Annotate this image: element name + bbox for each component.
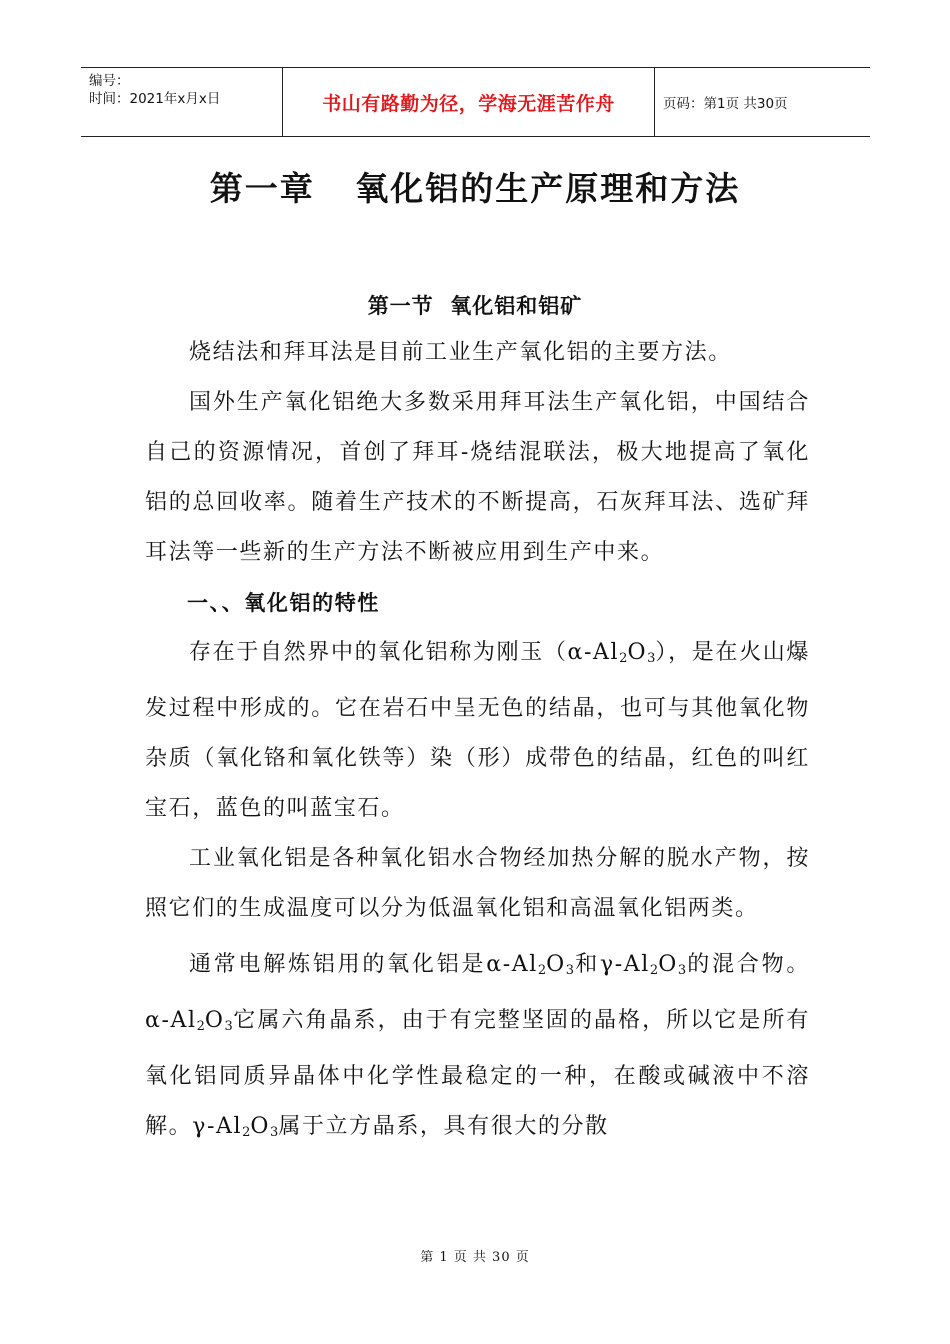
time-label: 时间：2021年x月x日: [89, 91, 221, 107]
number-label: 编号：: [89, 73, 130, 89]
paragraph: 存在于自然界中的氧化铝称为刚玉$(\alpha-Al_2O_3)$，是在火山爆发过程中形成的。它在岩石中呈无色的结晶，也可与其他氧化物杂质（氧化铬和氧化铁等）染（形）成带色的结晶，红色的叫红宝石，蓝色的叫蓝宝石。: [145, 640, 810, 821]
header-meta: [81, 68, 282, 136]
page-footer: 第 1 页 共 30 页: [420, 1250, 530, 1265]
section-title: 第一节 氧化铝和铝矿: [367, 294, 583, 318]
chapter-title: 第一章 氧化铝的生产原理和方法: [209, 169, 741, 208]
paragraph: 通常电解炼铝用的氧化铝是$\alpha-Al_2O_3$和$\gamma-Al_2O_3$的混合物。$\alpha-Al_2O_3$它属六角晶系，由于有完整坚固的晶格，所以它是所有氧化铝同质异晶体中化学性最稳定的一种，在酸或碱液中不溶解。$\gamma-Al_2O_3$属于立方晶系，具有很大的分散: [145, 952, 810, 1140]
paragraph: 烧结法和拜耳法是目前工业生产氧化铝的主要方法。: [189, 340, 732, 365]
header-page-info: 页码：第1页 共30页: [663, 96, 788, 112]
paragraph: 工业氧化铝是各种氧化铝水合物经加热分解的脱水产物，按照它们的生成温度可以分为低温氧化铝和高温氧化铝两类。: [145, 846, 810, 921]
paragraph: 国外生产氧化铝绝大多数采用拜耳法生产氧化铝，中国结合自己的资源情况，首创了拜耳-烧结混联法，极大地提高了氧化铝的总回收率。随着生产技术的不断提高，石灰拜耳法、选矿拜耳法等一些新的生产方法不断被应用到生产中来。: [145, 390, 810, 565]
document-header: [81, 67, 870, 137]
header-motto: 书山有路勤为径，学海无涯苦作舟: [282, 68, 655, 136]
document-body: [145, 328, 810, 1158]
subheading: 一、、氧化铝的特性: [187, 591, 380, 615]
